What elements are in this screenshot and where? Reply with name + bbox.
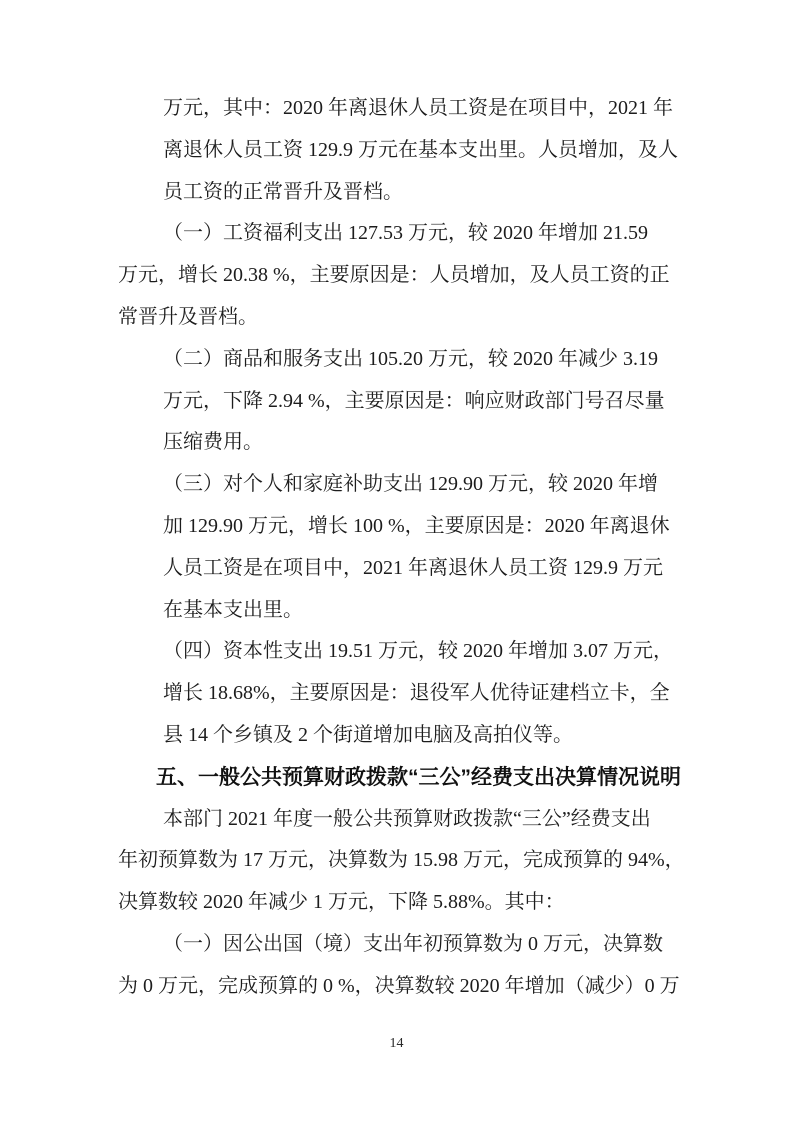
text-line: 员工资的正常晋升及晋档。: [163, 180, 403, 203]
text-line: 决算数较 2020 年减少 1 万元，下降 5.88%。其中：: [118, 891, 565, 914]
section-heading: 五、一般公共预算财政拨款“三公”经费支出决算情况说明: [156, 765, 681, 789]
text-line: 年初预算数为 17 万元，决算数为 15.98 万元，完成预算的 94%，: [118, 849, 685, 872]
text-line-item-3-first: （三）对个人和家庭补助支出 129.90 万元，较 2020 年增: [163, 473, 658, 496]
text-line: 压缩费用。: [163, 431, 263, 454]
text-line-item-1-first: （一）工资福利支出 127.53 万元，较 2020 年增加 21.59: [163, 222, 648, 245]
page-number: 14: [389, 1036, 404, 1051]
text-line-item-4-first: （四）资本性支出 19.51 万元，较 2020 年增加 3.07 万元，: [163, 640, 673, 663]
text-line: 本部门 2021 年度一般公共预算财政拨款“三公”经费支出: [163, 807, 651, 830]
text-line: 为 0 万元，完成预算的 0 %，决算数较 2020 年增加（减少）0 万: [118, 974, 680, 997]
document-body: [0, 88, 793, 1008]
text-line: 增长 18.68%，主要原因是：退役军人优待证建档立卡，全: [163, 682, 670, 705]
text-line: 县 14 个乡镇及 2 个街道增加电脑及高拍仪等。: [163, 723, 573, 746]
text-line-item-2-first: （二）商品和服务支出 105.20 万元，较 2020 年减少 3.19: [163, 347, 658, 370]
text-line-item-5-first: （一）因公出国（境）支出年初预算数为 0 万元，决算数: [163, 932, 663, 955]
text-line: 万元，其中：2020 年离退休人员工资是在项目中，2021 年: [163, 97, 673, 119]
text-line: 万元，增长 20.38 %，主要原因是：人员增加，及人员工资的正: [118, 264, 670, 287]
text-line: 常晋升及晋档。: [118, 305, 258, 328]
text-line: 加 129.90 万元，增长 100 %，主要原因是：2020 年离退休: [163, 514, 670, 537]
text-line: 离退休人员工资 129.9 万元在基本支出里。人员增加，及人: [163, 138, 678, 161]
text-line: 万元，下降 2.94 %，主要原因是：响应财政部门号召尽量: [163, 389, 665, 412]
text-line: 人员工资是在项目中，2021 年离退休人员工资 129.9 万元: [163, 556, 663, 579]
text-line: 在基本支出里。: [163, 598, 303, 621]
